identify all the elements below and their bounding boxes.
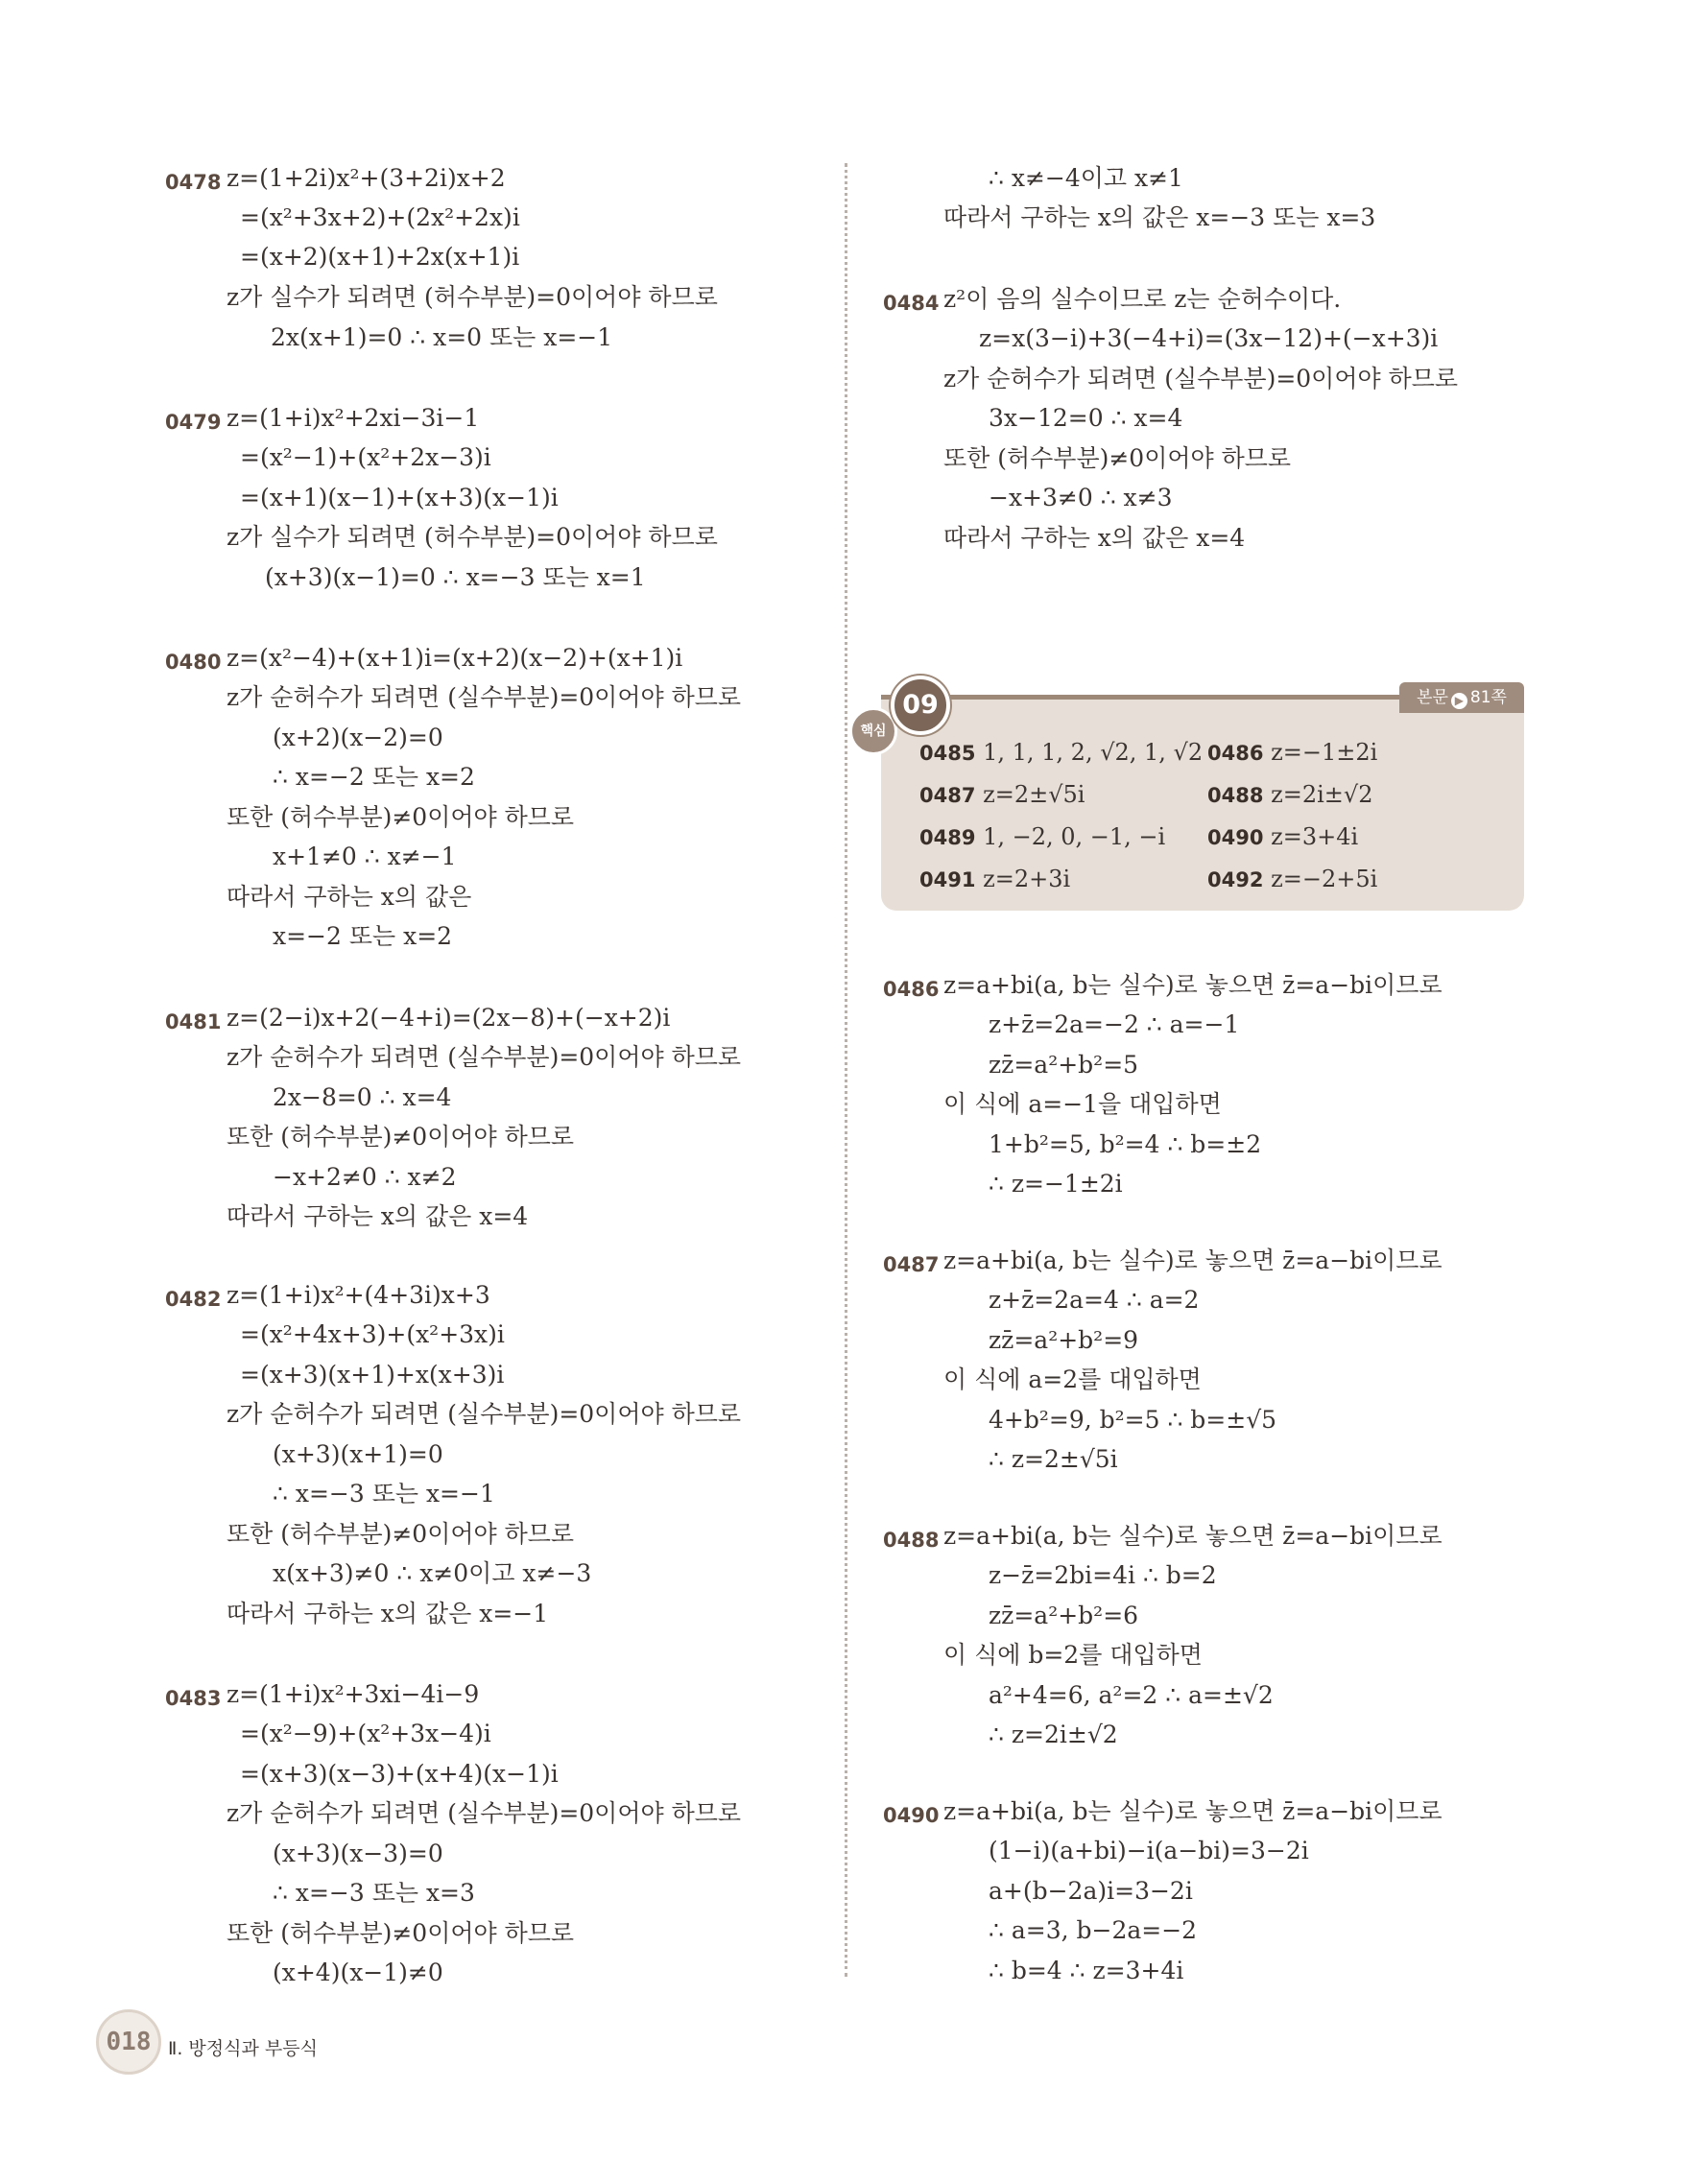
solution-line: (x+2)(x−2)=0 xyxy=(273,724,443,751)
solution-line: z=(2−i)x+2(−4+i)=(2x−8)+(−x+2)i xyxy=(227,1004,671,1032)
answer-item xyxy=(919,862,1070,897)
answer-text: z=3+4i xyxy=(1271,823,1359,850)
solution-line: 또한 (허수부분)≠0이어야 하므로 xyxy=(943,444,1292,472)
solution-line: 따라서 구하는 x의 값은 x=4 xyxy=(943,524,1246,552)
solution-line: z가 실수가 되려면 (허수부분)=0이어야 하므로 xyxy=(227,523,718,551)
solution-line: z=a+bi(a, b는 실수)로 놓으면 z̄=a−bi이므로 xyxy=(943,1246,1443,1274)
solution-line: 따라서 구하는 x의 값은 x=−3 또는 x=3 xyxy=(943,203,1376,231)
solution-line: ∴ x≠−4이고 x≠1 xyxy=(989,164,1183,192)
answer-number: 0490 xyxy=(1207,826,1264,849)
answer-item xyxy=(1207,862,1377,897)
answer-text: z=−2+5i xyxy=(1271,866,1378,892)
solution-line: z+z̄=2a=4 ∴ a=2 xyxy=(989,1286,1200,1314)
solution-line: =(x²+4x+3)+(x²+3x)i xyxy=(240,1320,505,1348)
solution-line: 4+b²=9, b²=5 ∴ b=±√5 xyxy=(989,1406,1277,1434)
solution-line: −x+3≠0 ∴ x≠3 xyxy=(989,484,1173,511)
answer-text: z=−1±2i xyxy=(1271,739,1378,766)
column-divider xyxy=(845,163,847,1977)
answer-number: 0486 xyxy=(1207,742,1264,765)
solution-line: 이 식에 b=2를 대입하면 xyxy=(943,1641,1203,1669)
solution-line: zz̄=a²+b²=9 xyxy=(989,1326,1139,1354)
solution-line: z가 순허수가 되려면 (실수부분)=0이어야 하므로 xyxy=(943,365,1459,392)
problem-number: 0487 xyxy=(883,1253,940,1276)
solution-line: z=(1+i)x²+3xi−4i−9 xyxy=(227,1680,480,1708)
page-reference[interactable] xyxy=(1399,682,1524,713)
solution-line: zz̄=a²+b²=6 xyxy=(989,1602,1139,1629)
solution-line: 2x−8=0 ∴ x=4 xyxy=(273,1083,452,1111)
answer-number: 0485 xyxy=(919,742,976,765)
answer-text: z=2±√5i xyxy=(983,781,1085,808)
solution-line: z=(1+2i)x²+(3+2i)x+2 xyxy=(227,164,506,192)
arrow-right-icon: ▶ xyxy=(1451,693,1467,709)
solution-line: x(x+3)≠0 ∴ x≠0이고 x≠−3 xyxy=(273,1559,592,1587)
solution-line: 또한 (허수부분)≠0이어야 하므로 xyxy=(227,803,575,831)
solution-line: 따라서 구하는 x의 값은 xyxy=(227,883,472,911)
answer-number: 0488 xyxy=(1207,784,1264,807)
solution-line: z=(1+i)x²+(4+3i)x+3 xyxy=(227,1281,490,1309)
solution-line: ∴ z=2±√5i xyxy=(989,1445,1118,1473)
problem-number: 0490 xyxy=(883,1804,940,1827)
solution-line: 또한 (허수부분)≠0이어야 하므로 xyxy=(227,1520,575,1548)
answer-text: z=2+3i xyxy=(983,866,1071,892)
ref-label: 본문 xyxy=(1417,688,1448,707)
problem-number: 0483 xyxy=(165,1687,222,1710)
solution-line: 1+b²=5, b²=4 ∴ b=±2 xyxy=(989,1130,1262,1158)
solution-line: (1−i)(a+bi)−i(a−bi)=3−2i xyxy=(989,1837,1309,1864)
solution-line: z=(1+i)x²+2xi−3i−1 xyxy=(227,404,480,432)
answer-item xyxy=(919,819,1165,855)
problem-number: 0488 xyxy=(883,1529,940,1552)
answer-item xyxy=(919,777,1085,813)
solution-line: 이 식에 a=2를 대입하면 xyxy=(943,1365,1202,1393)
answer-number: 0487 xyxy=(919,784,976,807)
core-tag: 핵심 xyxy=(849,707,897,755)
solution-line: =(x²−9)+(x²+3x−4)i xyxy=(240,1720,491,1747)
solution-line: z−z̄=2bi=4i ∴ b=2 xyxy=(989,1561,1217,1589)
solution-line: (x+4)(x−1)≠0 xyxy=(273,1958,443,1986)
solution-line: 따라서 구하는 x의 값은 x=4 xyxy=(227,1202,529,1230)
solution-line: ∴ a=3, b−2a=−2 xyxy=(989,1916,1198,1944)
problem-number: 0484 xyxy=(883,292,940,315)
solution-line: =(x²−1)+(x²+2x−3)i xyxy=(240,443,491,471)
solution-line: z가 실수가 되려면 (허수부분)=0이어야 하므로 xyxy=(227,283,718,311)
ref-page: 81쪽 xyxy=(1469,688,1507,707)
answer-text: 1, −2, 0, −1, −i xyxy=(983,823,1166,850)
solution-line: x+1≠0 ∴ x≠−1 xyxy=(273,843,457,870)
solution-line: z=x(3−i)+3(−4+i)=(3x−12)+(−x+3)i xyxy=(979,324,1439,352)
solution-line: 따라서 구하는 x의 값은 x=−1 xyxy=(227,1600,549,1627)
solution-line: =(x+1)(x−1)+(x+3)(x−1)i xyxy=(240,484,559,511)
answer-item xyxy=(919,735,1203,771)
solution-line: (x+3)(x+1)=0 xyxy=(273,1440,443,1468)
solution-line: =(x²+3x+2)+(2x²+2x)i xyxy=(240,203,520,231)
solution-line: ∴ x=−2 또는 x=2 xyxy=(273,763,475,791)
chapter-title: Ⅱ. 방정식과 부등식 xyxy=(168,2038,318,2059)
answer-text: 1, 1, 1, 2, √2, 1, √2 xyxy=(983,739,1204,766)
solution-line: ∴ x=−3 또는 x=3 xyxy=(273,1879,475,1907)
problem-number: 0486 xyxy=(883,978,940,1001)
solution-line: (x+3)(x−1)=0 ∴ x=−3 또는 x=1 xyxy=(265,563,646,591)
solution-line: z가 순허수가 되려면 (실수부분)=0이어야 하므로 xyxy=(227,1043,742,1071)
solution-line: z가 순허수가 되려면 (실수부분)=0이어야 하므로 xyxy=(227,1400,742,1428)
problem-number: 0480 xyxy=(165,651,222,674)
section-badge: 09 xyxy=(891,676,950,735)
solution-line: ∴ z=−1±2i xyxy=(989,1170,1123,1198)
solution-line: =(x+3)(x−3)+(x+4)(x−1)i xyxy=(240,1760,559,1788)
solution-line: zz̄=a²+b²=5 xyxy=(989,1051,1139,1079)
solution-line: x=−2 또는 x=2 xyxy=(273,922,453,950)
solution-line: ∴ x=−3 또는 x=−1 xyxy=(273,1480,495,1507)
problem-number: 0478 xyxy=(165,171,222,194)
solution-line: −x+2≠0 ∴ x≠2 xyxy=(273,1163,457,1191)
solution-line: 또한 (허수부분)≠0이어야 하므로 xyxy=(227,1123,575,1151)
answer-item xyxy=(1207,735,1377,771)
solution-line: a²+4=6, a²=2 ∴ a=±√2 xyxy=(989,1681,1274,1709)
solution-line: z가 순허수가 되려면 (실수부분)=0이어야 하므로 xyxy=(227,1799,742,1827)
solution-line: z+z̄=2a=−2 ∴ a=−1 xyxy=(989,1010,1240,1038)
solution-line: =(x+3)(x+1)+x(x+3)i xyxy=(240,1361,505,1389)
solution-line: ∴ z=2i±√2 xyxy=(989,1721,1118,1748)
solution-line: ∴ b=4 ∴ z=3+4i xyxy=(989,1957,1184,1984)
solution-line: z=a+bi(a, b는 실수)로 놓으면 z̄=a−bi이므로 xyxy=(943,1522,1443,1550)
solution-line: z=a+bi(a, b는 실수)로 놓으면 z̄=a−bi이므로 xyxy=(943,971,1443,999)
problem-number: 0482 xyxy=(165,1288,222,1311)
solution-line: =(x+2)(x+1)+2x(x+1)i xyxy=(240,243,520,271)
answer-number: 0491 xyxy=(919,868,976,891)
answer-text: z=2i±√2 xyxy=(1271,781,1373,808)
solution-line: 이 식에 a=−1을 대입하면 xyxy=(943,1090,1222,1118)
solution-line: a+(b−2a)i=3−2i xyxy=(989,1877,1193,1905)
solution-line: z²이 음의 실수이므로 z는 순허수이다. xyxy=(943,285,1342,313)
solution-line: z=a+bi(a, b는 실수)로 놓으면 z̄=a−bi이므로 xyxy=(943,1797,1443,1825)
answer-item xyxy=(1207,777,1372,813)
solution-line: z가 순허수가 되려면 (실수부분)=0이어야 하므로 xyxy=(227,683,742,711)
solution-line: (x+3)(x−3)=0 xyxy=(273,1840,443,1867)
problem-number: 0481 xyxy=(165,1010,222,1033)
solution-line: z=(x²−4)+(x+1)i=(x+2)(x−2)+(x+1)i xyxy=(227,644,683,672)
page-number: 018 xyxy=(96,2009,161,2075)
answer-number: 0492 xyxy=(1207,868,1264,891)
problem-number: 0479 xyxy=(165,411,222,434)
solution-line: 또한 (허수부분)≠0이어야 하므로 xyxy=(227,1919,575,1947)
solution-line: 3x−12=0 ∴ x=4 xyxy=(989,404,1183,432)
solution-line: 2x(x+1)=0 ∴ x=0 또는 x=−1 xyxy=(271,323,613,351)
answer-item xyxy=(1207,819,1358,855)
answer-number: 0489 xyxy=(919,826,976,849)
